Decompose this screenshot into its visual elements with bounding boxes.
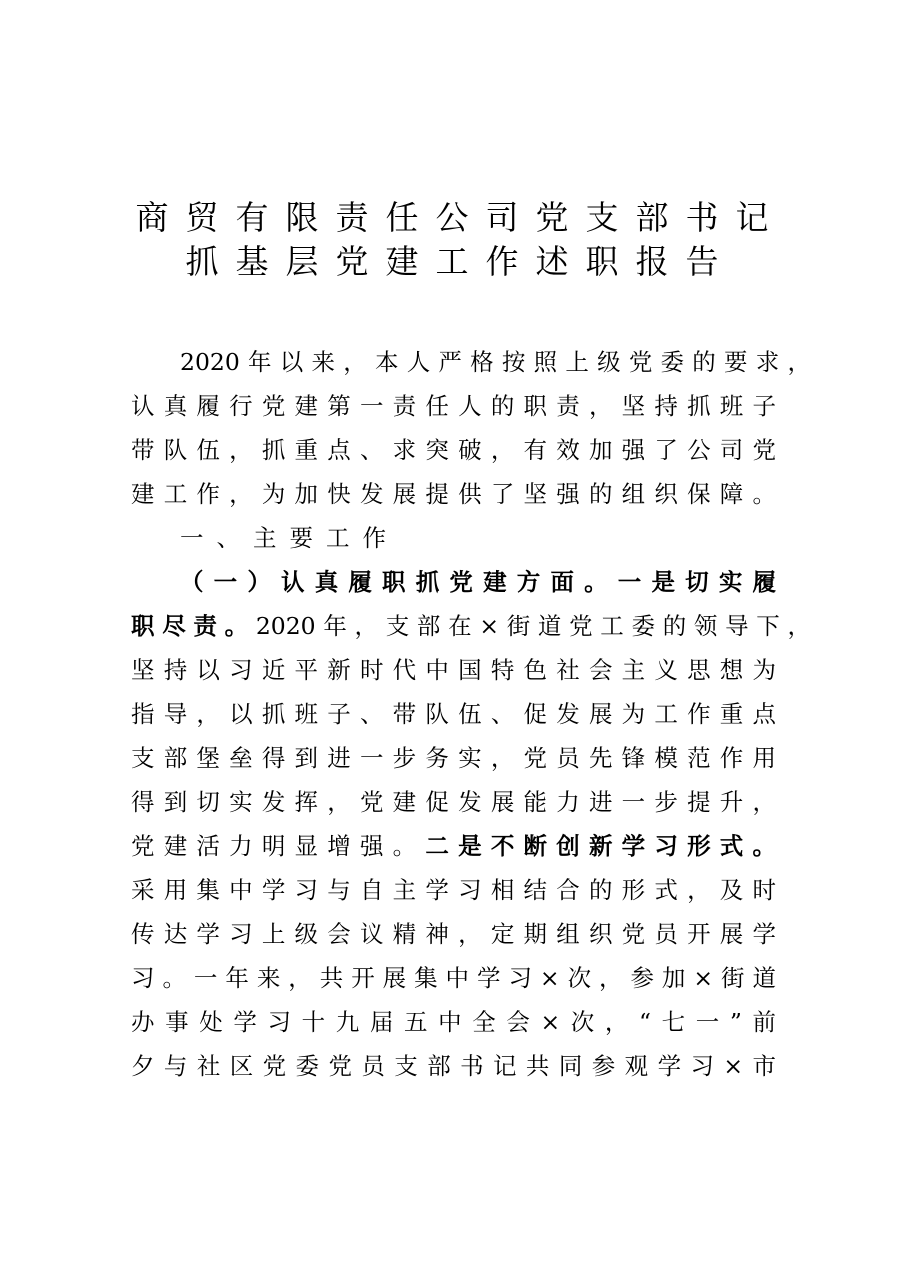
body-line-14 xyxy=(131,912,776,956)
body-text: 建工作，为加快发展提供了坚强的组织保障。 xyxy=(131,480,776,508)
body-text: 办事处学习十九届五中全会×次，“七一”前 xyxy=(131,1008,776,1036)
body-text: 夕与社区党委党员支部书记共同参观学习×市 xyxy=(131,1052,776,1080)
body-text: 采用集中学习与自主学习相结合的形式，及时 xyxy=(131,876,776,904)
body-line-9 xyxy=(131,692,776,736)
body-line-1 xyxy=(180,340,811,384)
body-text: 支部堡垒得到进一步务实，党员先锋模范作用 xyxy=(131,744,776,772)
bold-lead-text: 职尽责。 xyxy=(131,612,256,640)
body-text: 2020年，支部在×街道党工委的领导下， xyxy=(255,612,812,640)
body-text: 传达学习上级会议精神，定期组织党员开展学 xyxy=(131,920,776,948)
body-text: 党建活力明显增强。 xyxy=(131,832,426,860)
subsection-heading-1 xyxy=(180,560,776,604)
body-line-3 xyxy=(131,428,776,472)
body-line-12 xyxy=(131,824,776,868)
body-text: 带队伍，抓重点、求突破，有效加强了公司党 xyxy=(131,436,776,464)
body-line-7 xyxy=(131,604,811,648)
body-line-8 xyxy=(131,648,776,692)
section-heading-main-work xyxy=(180,516,811,560)
body-line-2 xyxy=(131,384,776,428)
body-text: 认真履行党建第一责任人的职责，坚持抓班子 xyxy=(131,392,776,420)
body-line-11 xyxy=(131,780,776,824)
body-text: 习。一年来，共开展集中学习×次，参加×街道 xyxy=(131,964,776,992)
subsection-heading-text: （一）认真履职抓党建方面。一是切实履 xyxy=(180,568,776,596)
body-line-15 xyxy=(131,956,776,1000)
document-title-line-2: 抓基层党建工作述职报告 xyxy=(185,242,736,281)
body-line-17 xyxy=(131,1044,776,1088)
bold-lead-text: 二是不断创新学习形式。 xyxy=(425,832,777,860)
body-text: 指导，以抓班子、带队伍、促发展为工作重点 xyxy=(131,700,776,728)
body-line-4 xyxy=(131,472,776,516)
body-text: 坚持以习近平新时代中国特色社会主义思想为 xyxy=(131,656,776,684)
document-title-line-1: 商贸有限责任公司党支部书记 xyxy=(135,198,786,237)
body-line-16 xyxy=(131,1000,776,1044)
body-line-13 xyxy=(131,868,776,912)
body-text: 2020年以来，本人严格按照上级党委的要求， xyxy=(180,348,811,376)
body-text: 得到切实发挥，党建促发展能力进一步提升， xyxy=(131,788,776,816)
section-heading-text: 一、主要工作 xyxy=(180,524,399,552)
body-line-10 xyxy=(131,736,776,780)
